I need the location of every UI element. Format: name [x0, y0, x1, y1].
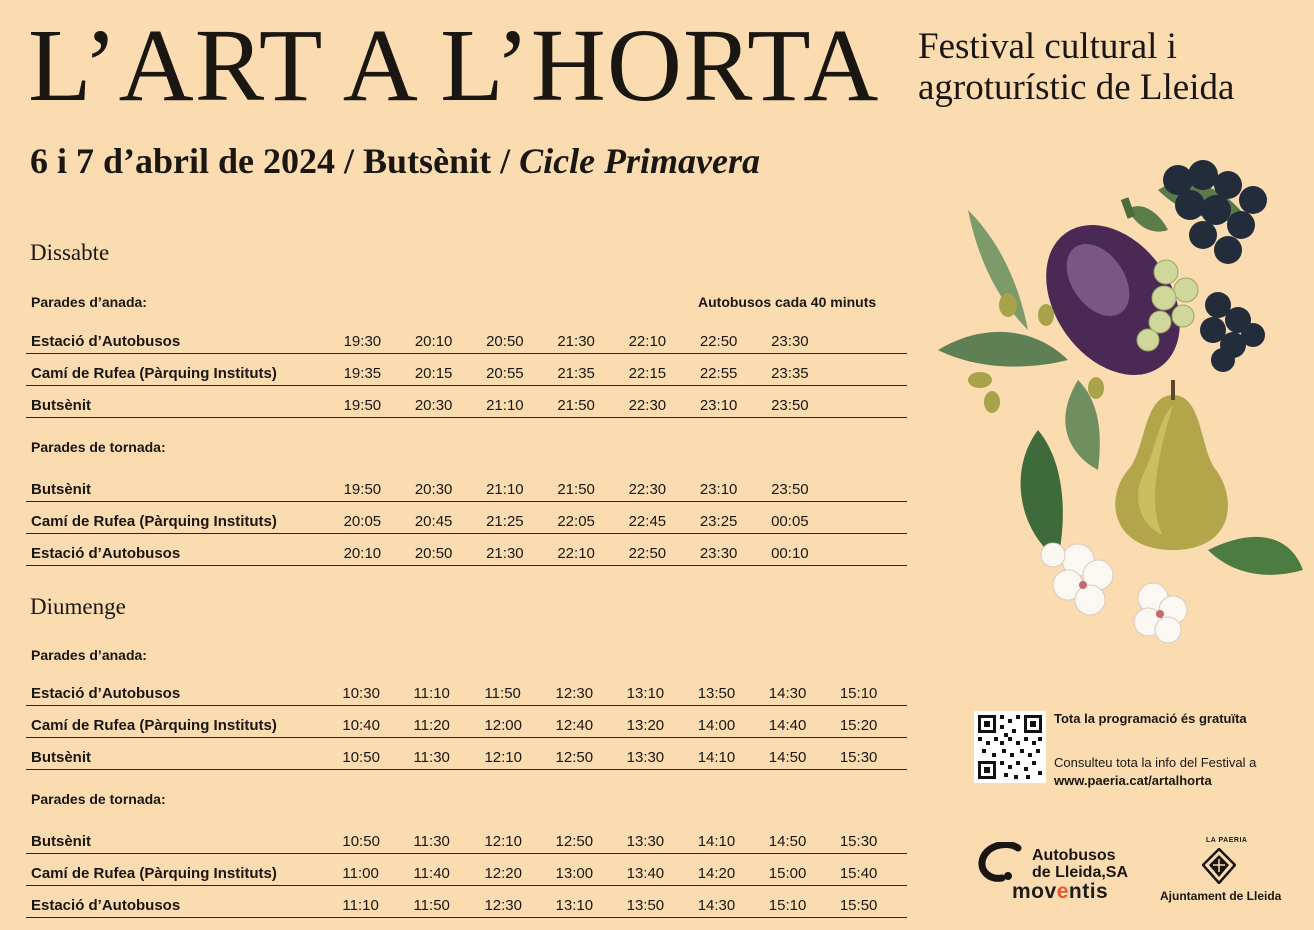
table-row — [26, 322, 907, 354]
event-date: 6 i 7 d’abril de 2024 — [30, 141, 336, 181]
departure-time: 20:50 — [482, 322, 553, 354]
table-row — [26, 386, 907, 418]
schedule-table-saturday-return — [26, 470, 907, 566]
departure-time: 12:50 — [552, 822, 623, 854]
bus-name-line-2: de Lleida,SA — [1032, 864, 1129, 881]
departure-time: 19:30 — [340, 322, 411, 354]
event-date-line — [30, 140, 760, 182]
departure-time: 12:00 — [480, 706, 551, 738]
departure-time: 21:10 — [482, 386, 553, 418]
subtitle-line-1: Festival cultural i — [918, 26, 1177, 67]
departure-time — [838, 470, 907, 502]
stop-name: Camí de Rufea (Pàrquing Instituts) — [26, 354, 340, 386]
departure-time: 15:00 — [765, 854, 836, 886]
stop-name: Butsènit — [26, 470, 340, 502]
departure-time — [838, 354, 907, 386]
moventis-part-3: ntis — [1068, 880, 1109, 903]
departure-time: 13:30 — [623, 738, 694, 770]
info-text — [1054, 754, 1256, 790]
departure-time: 19:50 — [340, 386, 411, 418]
bus-name-line-1: Autobusos — [1032, 847, 1116, 864]
la-paeria-label: LA PAERIA — [1206, 837, 1248, 844]
departure-time: 15:30 — [836, 822, 907, 854]
sunday-return-label: Parades de tornada: — [31, 791, 166, 807]
event-cycle: Cicle Primavera — [519, 141, 761, 181]
departure-time: 21:10 — [482, 470, 553, 502]
departure-time: 13:20 — [623, 706, 694, 738]
frequency-label: Autobusos cada 40 minuts — [698, 294, 877, 310]
departure-time: 14:10 — [694, 822, 765, 854]
departure-time: 15:30 — [836, 738, 907, 770]
departure-time: 13:10 — [623, 674, 694, 706]
departure-time: 20:05 — [340, 502, 411, 534]
departure-time — [838, 534, 907, 566]
festival-subtitle — [918, 26, 1234, 108]
stop-name: Butsènit — [26, 386, 340, 418]
departure-time: 14:40 — [765, 706, 836, 738]
day-title-saturday: Dissabte — [30, 240, 110, 265]
departure-time: 23:10 — [696, 470, 767, 502]
departure-time: 19:50 — [340, 470, 411, 502]
departure-time: 23:50 — [767, 470, 838, 502]
departure-time: 10:30 — [338, 674, 409, 706]
departure-time: 11:10 — [338, 886, 409, 918]
table-row — [26, 822, 907, 854]
flowers-illustration — [1041, 543, 1187, 643]
departure-time: 20:10 — [411, 322, 482, 354]
departure-time: 15:40 — [836, 854, 907, 886]
table-row — [26, 854, 907, 886]
departure-time: 11:40 — [409, 854, 480, 886]
departure-time: 20:55 — [482, 354, 553, 386]
subtitle-line-2: agroturístic de Lleida — [918, 67, 1235, 108]
departure-time: 22:05 — [553, 502, 624, 534]
stop-name: Estació d’Autobusos — [26, 886, 338, 918]
event-place: Butsènit — [363, 141, 492, 181]
departure-time: 23:35 — [767, 354, 838, 386]
table-row — [26, 502, 907, 534]
departure-time: 14:50 — [765, 738, 836, 770]
departure-time: 10:50 — [338, 822, 409, 854]
departure-time: 13:40 — [623, 854, 694, 886]
moventis-part-2: e — [1056, 880, 1069, 903]
departure-time: 14:50 — [765, 822, 836, 854]
stop-name: Estació d’Autobusos — [26, 322, 340, 354]
departure-time: 23:30 — [696, 534, 767, 566]
table-row — [26, 674, 907, 706]
saturday-return-label: Parades de tornada: — [31, 439, 166, 455]
departure-time: 00:10 — [767, 534, 838, 566]
departure-time: 15:20 — [836, 706, 907, 738]
departure-time: 23:25 — [696, 502, 767, 534]
autobusos-lleida-name — [1032, 847, 1128, 881]
departure-time: 22:10 — [625, 322, 696, 354]
departure-time: 23:30 — [767, 322, 838, 354]
departure-time: 22:10 — [553, 534, 624, 566]
departure-time: 22:30 — [625, 386, 696, 418]
day-title-sunday: Diumenge — [30, 594, 126, 619]
departure-time: 22:45 — [625, 502, 696, 534]
stop-name: Camí de Rufea (Pàrquing Instituts) — [26, 502, 340, 534]
departure-time: 12:50 — [552, 738, 623, 770]
departure-time — [838, 386, 907, 418]
departure-time: 20:15 — [411, 354, 482, 386]
departure-time: 20:45 — [411, 502, 482, 534]
consult-text: Consulteu tota la info del Festival a — [1054, 755, 1257, 770]
departure-time — [838, 502, 907, 534]
moventis-part-1: mov — [1012, 880, 1057, 903]
departure-time: 19:35 — [340, 354, 411, 386]
stop-name: Butsènit — [26, 738, 338, 770]
departure-time: 21:30 — [553, 322, 624, 354]
departure-time: 00:05 — [767, 502, 838, 534]
departure-time: 10:40 — [338, 706, 409, 738]
departure-time: 11:30 — [409, 738, 480, 770]
departure-time: 21:30 — [482, 534, 553, 566]
table-row — [26, 534, 907, 566]
departure-time: 14:30 — [765, 674, 836, 706]
departure-time: 14:00 — [694, 706, 765, 738]
festival-url-link[interactable]: www.paeria.cat/artalhorta — [1054, 773, 1212, 788]
page-title: L’ART A L’HORTA — [28, 8, 880, 123]
departure-time: 11:50 — [409, 886, 480, 918]
stop-name: Camí de Rufea (Pàrquing Instituts) — [26, 854, 338, 886]
departure-time: 13:00 — [552, 854, 623, 886]
departure-time: 23:10 — [696, 386, 767, 418]
departure-time: 14:30 — [694, 886, 765, 918]
departure-time: 12:30 — [552, 674, 623, 706]
departure-time: 12:20 — [480, 854, 551, 886]
departure-time: 13:30 — [623, 822, 694, 854]
departure-time: 21:50 — [553, 470, 624, 502]
moventis-logo — [1012, 880, 1108, 904]
qr-code-icon[interactable] — [974, 711, 1046, 783]
departure-time: 21:25 — [482, 502, 553, 534]
departure-time: 12:10 — [480, 738, 551, 770]
paeria-shield-icon — [1202, 848, 1236, 884]
departure-time: 20:50 — [411, 534, 482, 566]
departure-time: 14:10 — [694, 738, 765, 770]
departure-time: 22:55 — [696, 354, 767, 386]
free-program-text: Tota la programació és gratuïta — [1054, 711, 1247, 726]
table-row — [26, 738, 907, 770]
ajuntament-lleida-label: Ajuntament de Lleida — [1160, 889, 1282, 903]
departure-time: 11:10 — [409, 674, 480, 706]
departure-time: 20:30 — [411, 470, 482, 502]
departure-time: 11:00 — [338, 854, 409, 886]
departure-time: 12:30 — [480, 886, 551, 918]
table-row — [26, 470, 907, 502]
departure-time: 13:50 — [694, 674, 765, 706]
separator: / — [335, 141, 364, 181]
departure-time: 11:30 — [409, 822, 480, 854]
departure-time: 23:50 — [767, 386, 838, 418]
departure-time: 13:50 — [623, 886, 694, 918]
departure-time: 11:20 — [409, 706, 480, 738]
departure-time: 15:10 — [765, 886, 836, 918]
departure-time: 20:30 — [411, 386, 482, 418]
sunday-outbound-label: Parades d’anada: — [31, 647, 147, 663]
table-row — [26, 706, 907, 738]
departure-time: 13:10 — [552, 886, 623, 918]
departure-time: 12:10 — [480, 822, 551, 854]
schedule-table-sunday-outbound — [26, 674, 907, 770]
departure-time: 22:50 — [625, 534, 696, 566]
saturday-outbound-label: Parades d’anada: — [31, 294, 147, 310]
departure-time: 21:50 — [553, 386, 624, 418]
departure-time: 15:50 — [836, 886, 907, 918]
table-row — [26, 354, 907, 386]
stop-name: Camí de Rufea (Pàrquing Instituts) — [26, 706, 338, 738]
schedule-table-saturday-outbound — [26, 322, 907, 418]
schedule-table-sunday-return — [26, 822, 907, 918]
stop-name: Butsènit — [26, 822, 338, 854]
departure-time: 15:10 — [836, 674, 907, 706]
departure-time: 22:15 — [625, 354, 696, 386]
departure-time: 20:10 — [340, 534, 411, 566]
departure-time: 11:50 — [480, 674, 551, 706]
table-row — [26, 886, 907, 918]
pear-illustration — [1115, 380, 1228, 550]
stop-name: Estació d’Autobusos — [26, 674, 338, 706]
departure-time: 12:40 — [552, 706, 623, 738]
departure-time: 22:50 — [696, 322, 767, 354]
departure-time — [838, 322, 907, 354]
stop-name: Estació d’Autobusos — [26, 534, 340, 566]
departure-time: 10:50 — [338, 738, 409, 770]
departure-time: 22:30 — [625, 470, 696, 502]
departure-time: 14:20 — [694, 854, 765, 886]
departure-time: 21:35 — [553, 354, 624, 386]
separator: / — [491, 141, 520, 181]
fruit-illustration — [928, 130, 1308, 670]
